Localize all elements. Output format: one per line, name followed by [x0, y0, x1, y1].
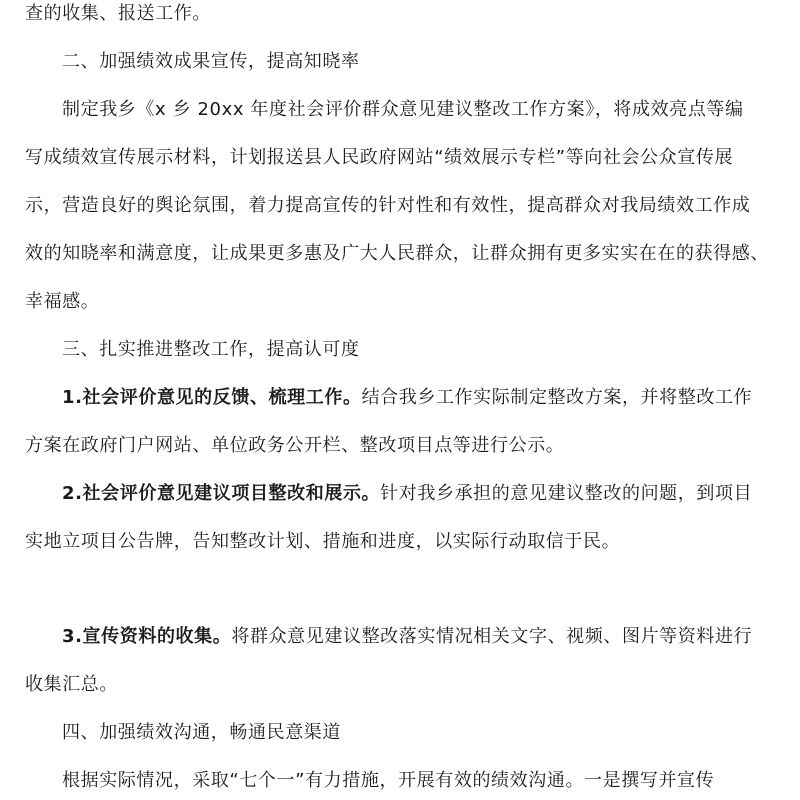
paragraph-line: 写成绩效宣传展示材料，计划报送县人民政府网站“绩效展示专栏”等向社会公众宣传展 [25, 147, 734, 168]
paragraph-line [62, 482, 752, 506]
paragraph-line [62, 386, 752, 410]
paragraph-line [62, 625, 752, 649]
item-title: 3.宣传资料的收集。 [62, 626, 232, 647]
paragraph-line: 收集汇总。 [25, 674, 118, 695]
section-heading: 四、加强绩效沟通，畅通民意渠道 [62, 722, 341, 743]
item-text: 将群众意见建议整改落实情况相关文字、视频、图片等资料进行 [231, 626, 753, 647]
section-heading: 二、加强绩效成果宣传，提高知晓率 [62, 51, 360, 72]
item-title: 1.社会评价意见的反馈、梳理工作。 [62, 387, 362, 408]
item-text: 结合我乡工作实际制定整改方案，并将整改工作 [361, 387, 753, 408]
item-title: 2.社会评价意见建议项目整改和展示。 [62, 483, 381, 504]
item-text: 针对我乡承担的意见建议整改的问题，到项目 [380, 483, 753, 504]
paragraph-line: 实地立项目公告牌，告知整改计划、措施和进度，以实际行动取信于民。 [25, 531, 621, 552]
paragraph-line: 效的知晓率和满意度，让成果更多惠及广大人民群众，让群众拥有更多实实在在的获得感、 [25, 243, 769, 264]
paragraph-line: 制定我乡《x 乡 20xx 年度社会评价群众意见建议整改工作方案》，将成效亮点等编 [62, 99, 744, 120]
paragraph-line: 幸福感。 [25, 291, 100, 312]
paragraph-line: 查的收集、报送工作。 [25, 3, 211, 24]
paragraph-line: 示，营造良好的舆论氛围，着力提高宣传的针对性和有效性，提高群众对我局绩效工作成 [25, 195, 751, 216]
paragraph-line: 根据实际情况，采取“七个一”有力措施，开展有效的绩效沟通。一是撰写并宣传 [62, 770, 715, 791]
section-heading: 三、扎实推进整改工作，提高认可度 [62, 339, 360, 360]
paragraph-line: 方案在政府门户网站、单位政务公开栏、整改项目点等进行公示。 [25, 435, 565, 456]
